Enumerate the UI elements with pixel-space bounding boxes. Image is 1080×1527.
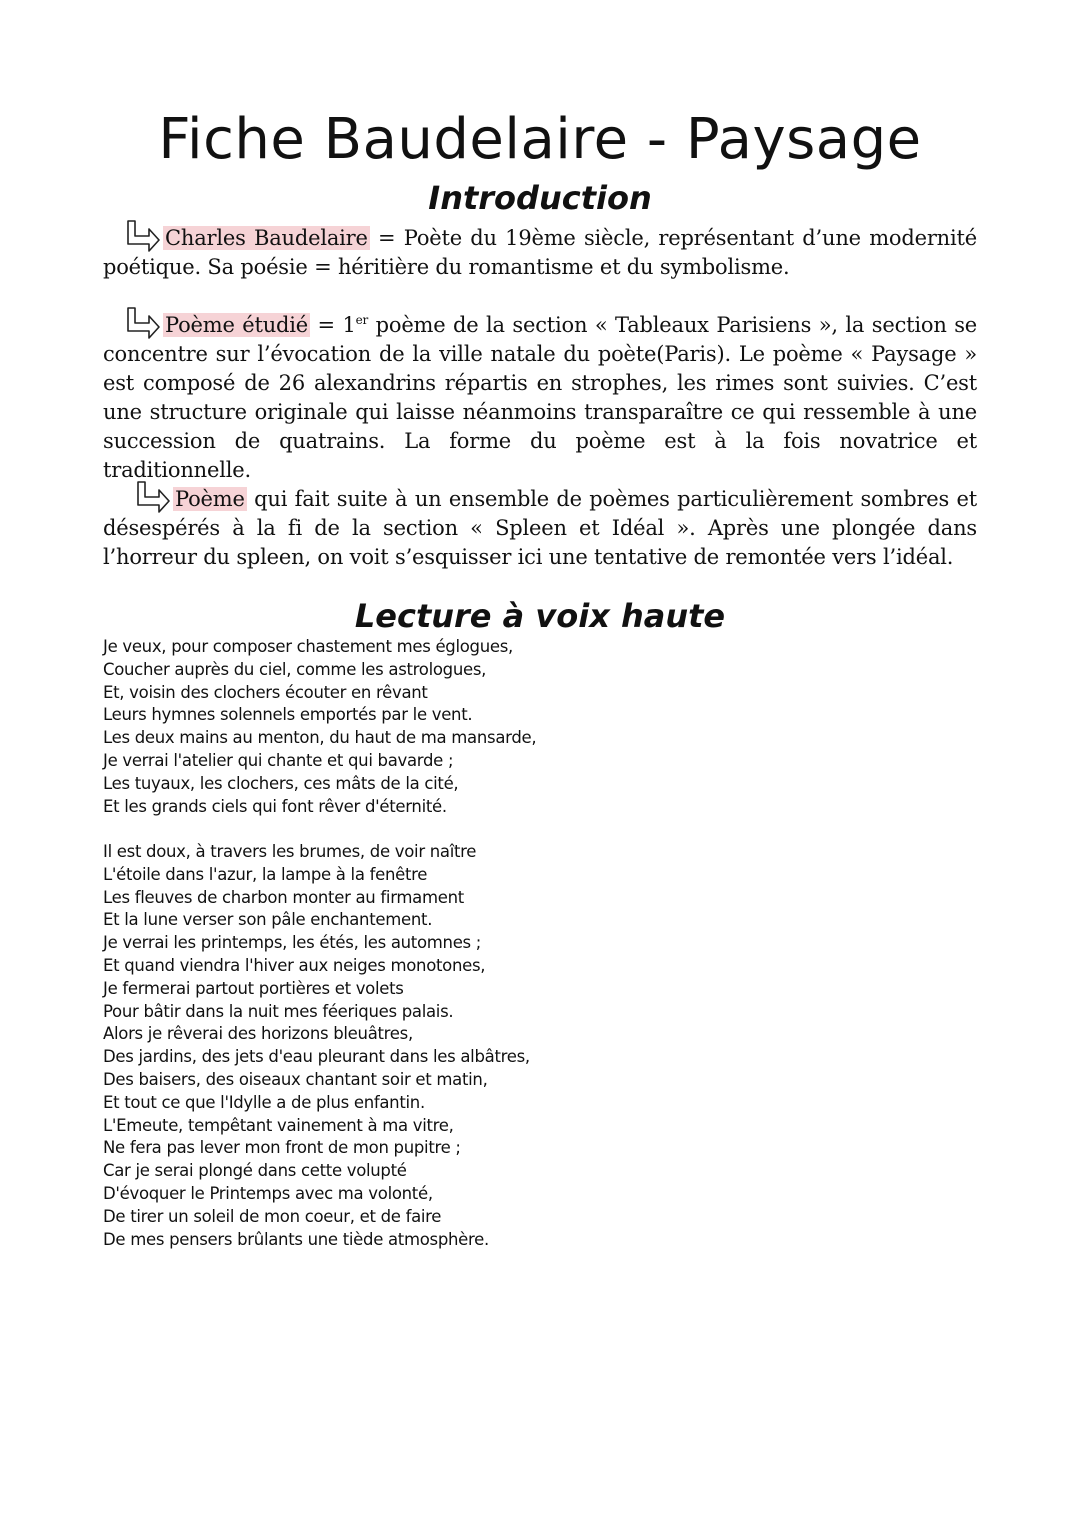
poem-verse: Je verrai les printemps, les étés, les automnes ; xyxy=(103,933,482,953)
page-title: Fiche Baudelaire - Paysage xyxy=(158,107,922,172)
poem-verse: Et tout ce que l'Idylle a de plus enfantin. xyxy=(103,1092,425,1112)
poem-verse: Pour bâtir dans la nuit mes féeriques palais. xyxy=(103,1001,454,1021)
poem-verse: Coucher auprès du ciel, comme les astrologues, xyxy=(103,659,487,679)
section-heading-lecture: Lecture à voix haute xyxy=(354,597,726,635)
intro-paragraph-1 xyxy=(103,219,977,282)
poem-verse: Et, voisin des clochers écouter en rêvant xyxy=(103,682,428,702)
poem-verse: Et quand viendra l'hiver aux neiges monotones, xyxy=(103,955,486,975)
poem-verse: Il est doux, à travers les brumes, de voir naître xyxy=(103,842,477,861)
poem-verse: Et les grands ciels qui font rêver d'éternité. xyxy=(103,796,447,816)
poem-verse: Les tuyaux, les clochers, ces mâts de la cité, xyxy=(103,773,459,793)
highlighted-term: Charles Baudelaire xyxy=(165,226,368,250)
corner-arrow-icon xyxy=(125,306,161,340)
poem-stanza-2 xyxy=(103,841,703,1251)
ordinal-superscript: er xyxy=(355,313,369,327)
poem-verse: L'Emeute, tempêtant vainement à ma vitre, xyxy=(103,1115,454,1135)
section-heading-introduction: Introduction xyxy=(428,179,652,217)
poem-verse: De mes pensers brûlants une tiède atmosphère. xyxy=(103,1229,489,1249)
poem-verse: Je fermerai partout portières et volets xyxy=(103,978,404,998)
poem-verse: Les deux mains au menton, du haut de ma mansarde, xyxy=(103,728,537,748)
paragraph-text: qui fait suite à un ensemble de poèmes particulièrement sombres et désespérés à la fi de la section « Spleen et Idéal ». Après une plongée dans l’horreur du spleen, on voit s’esquisser ici une tentative de remontée vers l’idéal. xyxy=(103,487,977,569)
paragraph-text: poème de la section « Tableaux Parisiens », la section se concentre sur l’évocation de la ville natale du poète(Paris). Le poème « Paysage » est composé de 26 alexandrins répartis en strophes, les rimes sont suivies. C’est une structure originale qui laisse néanmoins transparaître ce qui ressemble à une succession de quatrains. La forme du poème est à la fois novatrice et traditionnelle. xyxy=(103,313,977,482)
intro-paragraph-2 xyxy=(103,306,977,485)
poem-verse: Ne fera pas lever mon front de mon pupitre ; xyxy=(103,1138,461,1158)
highlighted-term: Poème xyxy=(175,487,245,511)
corner-arrow-icon xyxy=(135,480,171,514)
poem-verse: Leurs hymnes solennels emportés par le vent. xyxy=(103,705,473,725)
corner-arrow-icon xyxy=(125,219,161,253)
poem-verse: Alors je rêverai des horizons bleuâtres, xyxy=(103,1024,413,1044)
poem-verse: Les fleuves de charbon monter au firmament xyxy=(103,887,464,907)
intro-paragraph-3 xyxy=(103,480,977,572)
highlighted-term: Poème étudié xyxy=(165,313,309,337)
poem-verse: Des jardins, des jets d'eau pleurant dans les albâtres, xyxy=(103,1047,530,1067)
poem-verse: Et la lune verser son pâle enchantement. xyxy=(103,910,433,930)
poem-verse: L'étoile dans l'azur, la lampe à la fenêtre xyxy=(103,864,428,884)
poem-verse: Je veux, pour composer chastement mes églogues, xyxy=(103,637,513,656)
paragraph-text: = Poète du 19ème siècle, représentant d’une modernité poétique. Sa poésie = héritière du romantisme et du symbolisme. xyxy=(103,226,977,279)
poem-verse: Car je serai plongé dans cette volupté xyxy=(103,1161,407,1181)
poem-verse: Je verrai l'atelier qui chante et qui bavarde ; xyxy=(103,750,454,770)
poem-stanza-1 xyxy=(103,636,703,818)
poem-verse: De tirer un soleil de mon coeur, et de faire xyxy=(103,1206,442,1226)
poem-verse: Des baisers, des oiseaux chantant soir et matin, xyxy=(103,1069,488,1089)
equals-text: = 1 xyxy=(310,313,356,337)
poem-verse: D'évoquer le Printemps avec ma volonté, xyxy=(103,1183,433,1203)
